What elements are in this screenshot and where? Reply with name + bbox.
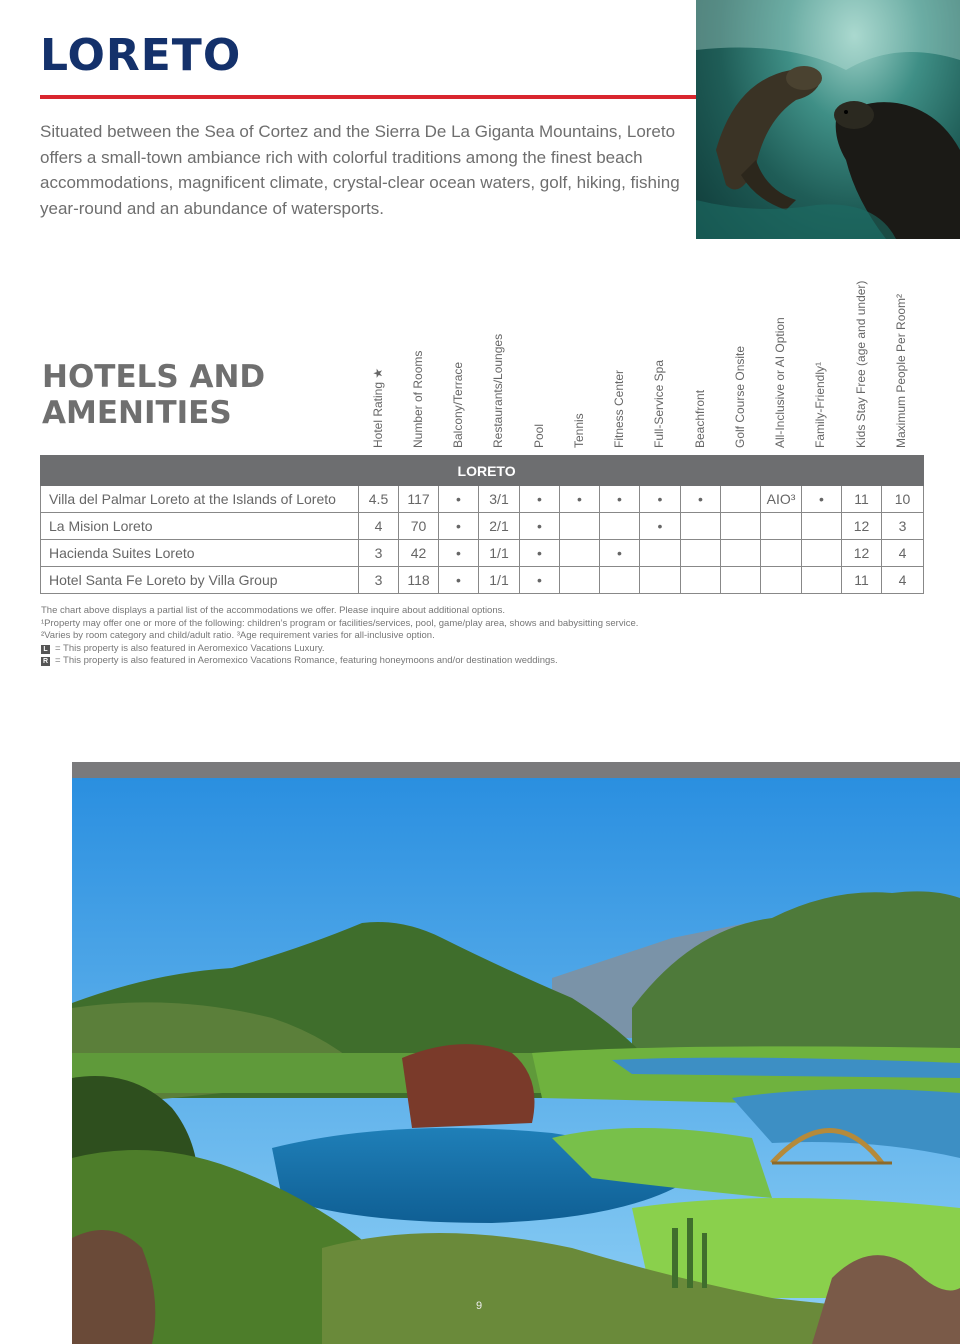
amenity-cell: 3 xyxy=(359,540,399,567)
amenity-cell: 1/1 xyxy=(479,540,520,567)
amenity-cell: 3 xyxy=(882,513,924,540)
amenity-cell: • xyxy=(802,486,842,513)
table-row xyxy=(41,486,924,513)
amenity-cell: 117 xyxy=(399,486,439,513)
hotel-name-cell: La Mision Loreto xyxy=(41,513,359,540)
amenity-cell xyxy=(560,513,600,540)
amenity-cell: 3/1 xyxy=(479,486,520,513)
amenity-cell: • xyxy=(600,540,640,567)
table-row xyxy=(41,513,924,540)
table-row xyxy=(41,567,924,594)
amenity-cell: 11 xyxy=(842,486,882,513)
photo-header-bar xyxy=(72,762,960,778)
amenity-cell: 4 xyxy=(882,567,924,594)
amenity-cell xyxy=(761,540,802,567)
amenity-cell xyxy=(560,540,600,567)
amenity-cell: 12 xyxy=(842,540,882,567)
footnote-luxury: L = This property is also featured in Aeromexico Vacations Luxury. xyxy=(41,643,741,656)
amenity-cell xyxy=(681,567,721,594)
amenity-cell xyxy=(802,540,842,567)
amenity-cell: 42 xyxy=(399,540,439,567)
page-title: LORETO xyxy=(40,30,242,81)
section-title-line2: AMENITIES xyxy=(42,395,232,431)
romance-badge-icon: R xyxy=(42,658,49,665)
amenity-cell xyxy=(761,513,802,540)
golf-course-landscape-photo xyxy=(72,778,960,1344)
footnote-2-3: ²Varies by room category and child/adult ratio. ³Age requirement varies for all-inclusive option. xyxy=(41,630,435,641)
amenity-cell xyxy=(802,567,842,594)
luxury-badge-icon: L xyxy=(41,645,50,654)
footnote-1: ¹Property may offer one or more of the following: children’s program or facilities/services, pool, game/play area, shows and babysitting service. xyxy=(41,617,639,629)
amenity-cell: 10 xyxy=(882,486,924,513)
column-headers: Hotel Rating ★ Number of Rooms Balcony/Terrace Restaurants/Lounges Pool Tennis Fitness Center Full-Service Spa Beachfront Golf Course Onsite All-Inclusive or AI Option Family-Friendly¹ Kids Stay Free (age and under) Maximum People Per Room² xyxy=(371,280,908,448)
amenity-cell: • xyxy=(520,486,560,513)
table-row xyxy=(41,540,924,567)
amenity-cell: 1/1 xyxy=(479,567,520,594)
amenity-cell: • xyxy=(439,567,479,594)
amenity-cell: 11 xyxy=(842,567,882,594)
amenity-cell: 4.5 xyxy=(359,486,399,513)
table-section-header xyxy=(41,456,924,486)
amenity-cell xyxy=(640,567,681,594)
amenity-cell: 70 xyxy=(399,513,439,540)
amenity-cell xyxy=(640,540,681,567)
section-title-line1: HOTELS AND xyxy=(42,359,266,395)
amenity-cell xyxy=(721,540,761,567)
amenity-cell: 4 xyxy=(359,513,399,540)
footnotes xyxy=(41,605,741,668)
amenity-cell xyxy=(761,567,802,594)
hotel-name-cell: Hotel Santa Fe Loreto by Villa Group xyxy=(41,567,359,594)
amenity-cell: • xyxy=(640,513,681,540)
hotel-name-cell: Hacienda Suites Loreto xyxy=(41,540,359,567)
table-section-label: LORETO xyxy=(41,456,924,486)
amenity-cell: 2/1 xyxy=(479,513,520,540)
amenity-cell: • xyxy=(520,540,560,567)
amenity-cell xyxy=(560,567,600,594)
amenity-cell: 4 xyxy=(882,540,924,567)
amenity-cell xyxy=(681,540,721,567)
page-number: 9 xyxy=(476,1300,483,1312)
amenity-cell: AIO³ xyxy=(761,486,802,513)
amenity-cell xyxy=(721,486,761,513)
amenity-cell: • xyxy=(439,540,479,567)
amenity-cell: • xyxy=(640,486,681,513)
amenity-cell: 12 xyxy=(842,513,882,540)
amenity-cell: • xyxy=(439,513,479,540)
amenity-cell: • xyxy=(600,486,640,513)
amenity-cell xyxy=(600,513,640,540)
amenity-cell xyxy=(600,567,640,594)
amenity-cell: 3 xyxy=(359,567,399,594)
amenity-cell: • xyxy=(439,486,479,513)
amenity-cell: • xyxy=(560,486,600,513)
amenity-cell xyxy=(721,567,761,594)
amenity-cell: • xyxy=(681,486,721,513)
amenity-cell: • xyxy=(520,567,560,594)
amenity-cell: • xyxy=(520,513,560,540)
amenity-cell xyxy=(721,513,761,540)
hotel-name-cell: Villa del Palmar Loreto at the Islands of Loreto xyxy=(41,486,359,513)
footnote-intro: The chart above displays a partial list of the accommodations we offer. Please inquire about additional options. xyxy=(41,605,506,616)
intro-paragraph: Situated between the Sea of Cortez and the Sierra De La Giganta Mountains, Loreto offers a small-town ambiance rich with colorful traditions among the finest beach accommodations, magnificent climate, crystal-clear ocean waters, golf, hiking, fishing year-round and an abundance of watersports. xyxy=(40,122,680,218)
footnote-romance: R = This property is also featured in Aeromexico Vacations Romance, featuring honeymoons and/or destination weddings. xyxy=(42,655,558,666)
amenity-cell xyxy=(681,513,721,540)
hotels-table xyxy=(40,455,924,594)
amenity-cell xyxy=(802,513,842,540)
amenity-cell: 118 xyxy=(399,567,439,594)
